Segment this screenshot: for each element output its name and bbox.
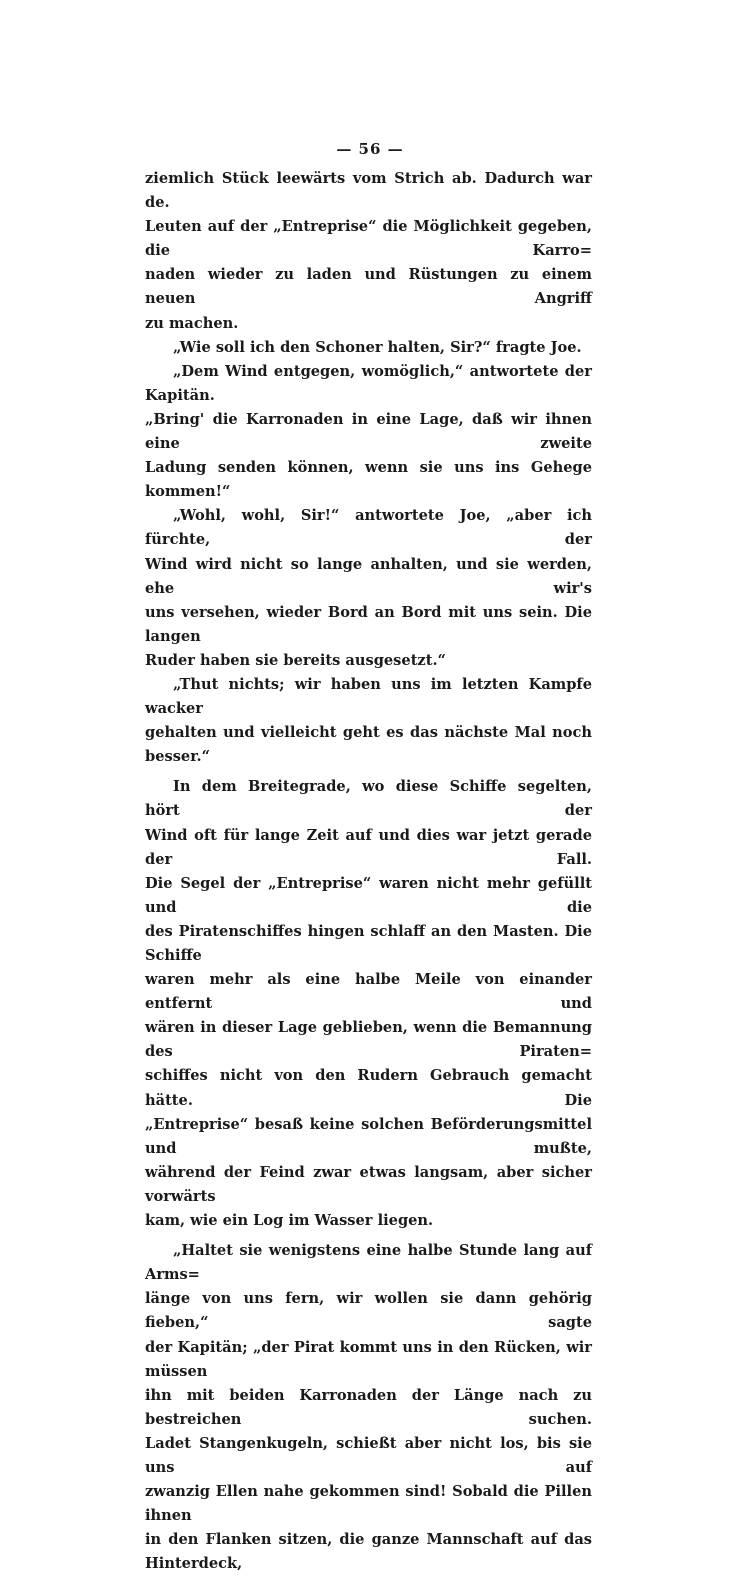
text-line: uns versehen, wieder Bord an Bord mit uns sein. Die langen: [145, 603, 592, 645]
text-line: gehalten und vielleicht geht es das nächste Mal noch besser.“: [145, 724, 592, 766]
text-line: „Entreprise“ besaß keine solchen Beförderungsmittel und mußte,: [145, 1115, 592, 1157]
text-line: In dem Breitegrade, wo diese Schiffe segelten, hört der: [145, 778, 592, 820]
text-line: zu machen.: [145, 314, 239, 332]
text-line: Wind wird nicht so lange anhalten, und sie werden, ehe wir's: [145, 555, 592, 597]
text-line: waren mehr als eine halbe Meile von einander entfernt und: [145, 971, 592, 1013]
text-line: länge von uns fern, wir wollen sie dann gehörig fieben,“ sagte: [145, 1290, 592, 1332]
text-line: Leuten auf der „Entreprise“ die Möglichkeit gegeben, die Karro=: [145, 218, 592, 260]
text-line: des Piratenschiffes hingen schlaff an den Masten. Die Schiffe: [145, 922, 592, 964]
text-line: ihn mit beiden Karronaden der Länge nach zu bestreichen suchen.: [145, 1386, 592, 1428]
text-line: ziemlich Stück leewärts vom Strich ab. Dadurch war de.: [145, 170, 592, 212]
text-line: kam, wie ein Log im Wasser liegen.: [145, 1212, 434, 1230]
text-line: schiffes nicht von den Rudern Gebrauch gemacht hätte. Die: [145, 1067, 592, 1109]
text-line: der Kapitän; „der Pirat kommt uns in den Rücken, wir müssen: [145, 1338, 592, 1380]
text-line: „Wie soll ich den Schoner halten, Sir?“ fragte Joe.: [173, 338, 582, 356]
text-line: „Haltet sie wenigstens eine halbe Stunde lang auf Arms=: [145, 1242, 592, 1284]
text-line: wären in dieser Lage geblieben, wenn die Bemannung des Piraten=: [145, 1019, 592, 1061]
text-line: während der Feind zwar etwas langsam, aber sicher vorwärts: [145, 1163, 592, 1205]
text-line: zwanzig Ellen nahe gekommen sind! Sobald die Pillen ihnen: [145, 1483, 592, 1525]
text-line: „Bring' die Karronaden in eine Lage, daß wir ihnen eine zweite: [145, 410, 592, 453]
page-number: — 56 —: [336, 140, 404, 158]
text-line: in den Flanken sitzen, die ganze Mannschaft auf das Hinterdeck,: [145, 1531, 592, 1573]
text-line: „Thut nichts; wir haben uns im letzten Kampfe wacker: [145, 675, 592, 718]
text-line: „Dem Wind entgegen, womöglich,“ antwortete der Kapitän.: [145, 362, 592, 404]
text-line: Ladung senden können, wenn sie uns ins Gehege kommen!“: [145, 459, 592, 501]
text-line: Ladet Stangenkugeln, schießt aber nicht los, bis sie uns auf: [145, 1434, 592, 1476]
text-line: Die Segel der „Entreprise“ waren nicht mehr gefüllt und die: [145, 874, 592, 916]
text-line: Wind oft für lange Zeit auf und dies war jetzt gerade der Fall.: [145, 826, 592, 868]
text-line: Ruder haben sie bereits ausgesetzt.“: [145, 651, 446, 669]
body-text: [145, 167, 592, 1576]
text-line: „Wohl, wohl, Sir!“ antwortete Joe, „aber ich fürchte, der: [145, 507, 592, 549]
text-line: naden wieder zu laden und Rüstungen zu einem neuen Angriff: [145, 266, 592, 308]
